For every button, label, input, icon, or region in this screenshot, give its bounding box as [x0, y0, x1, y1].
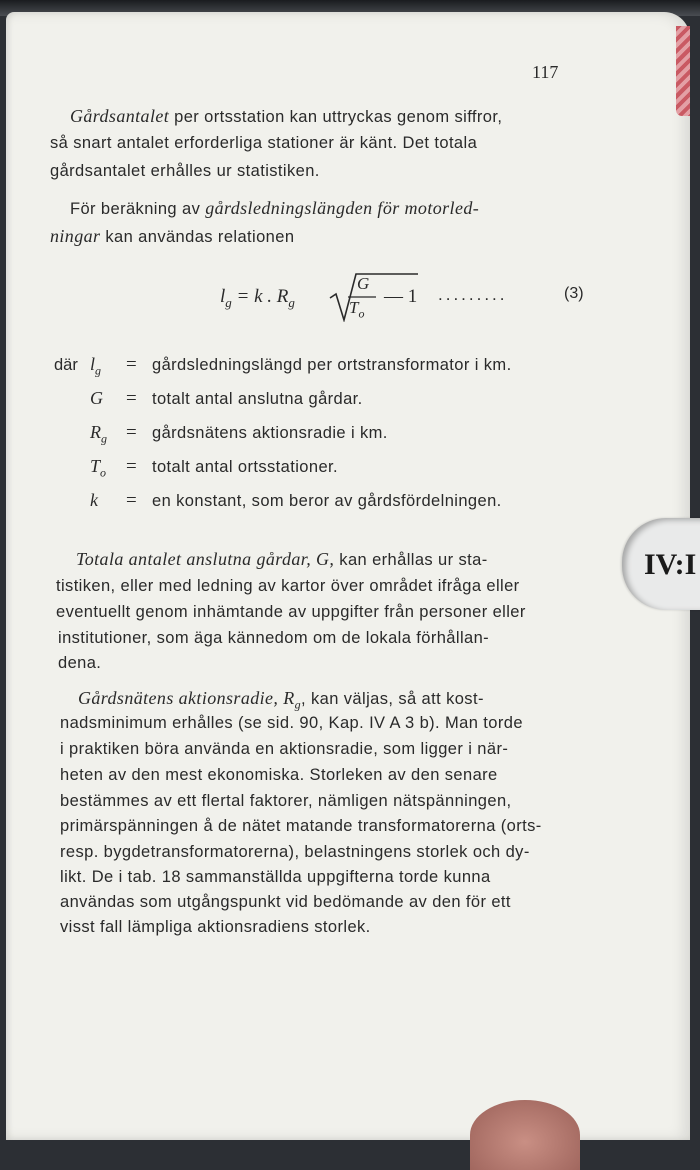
totala-lead: Totala antalet anslutna gårdar, G, — [76, 549, 335, 569]
intro-line-2: så snart antalet erforderliga stationer är känt. Det totala — [50, 134, 478, 152]
radie-line-3: i praktiken böra använda en aktionsradie, som ligger i när- — [60, 740, 509, 758]
definition-equals: = — [126, 456, 137, 477]
formula-denominator-subscript: o — [358, 306, 365, 321]
definition-row — [54, 390, 574, 414]
radie-line-1-rest: , kan väljas, så att kost- — [301, 690, 484, 708]
definition-symbol — [90, 388, 103, 413]
definition-symbol — [90, 422, 107, 447]
radie-line-4: heten av den mest ekonomiska. Storleken av den senare — [60, 766, 498, 784]
totala-line-4: institutioner, som äga kännedom om de lokala förhållan- — [58, 629, 490, 647]
definition-symbol-subscript: g — [101, 431, 107, 446]
definition-symbol-subscript: o — [100, 465, 107, 480]
definition-symbol — [90, 456, 106, 481]
definition-symbol — [90, 354, 101, 379]
book-page — [6, 12, 690, 1140]
radie-lead — [78, 688, 302, 712]
intro-line-1-rest: per ortsstation kan uttryckas genom siffror, — [169, 108, 503, 126]
definition-text: totalt antal ortsstationer. — [152, 458, 338, 476]
radie-line-1 — [78, 688, 484, 713]
formula-rhs-subscript: g — [288, 294, 295, 310]
definition-text: en konstant, som beror av gårdsfördelningen. — [152, 492, 502, 510]
definition-symbol-letter: k — [90, 490, 98, 510]
definition-text: gårdsnätens aktionsradie i km. — [152, 424, 388, 442]
radie-line-5: bestämmes av ett flertal faktorer, nämligen nätspänningen, — [60, 792, 512, 810]
totala-line-3: eventuellt genom inhämtande av uppgifter från personer eller — [56, 603, 526, 621]
red-page-corner — [676, 26, 690, 116]
definition-prefix: där — [54, 356, 78, 374]
totala-line-1-rest: kan erhållas ur sta- — [334, 551, 488, 569]
definition-symbol-letter: R — [90, 422, 101, 442]
definition-equals: = — [126, 354, 137, 375]
formula-leader-dots: ......... — [438, 285, 508, 304]
definition-equals: = — [126, 422, 137, 443]
totala-line-2: tistiken, eller med ledning av kartor över området ifråga eller — [56, 577, 520, 595]
definition-row — [54, 424, 574, 448]
radie-lead-subscript: g — [294, 697, 302, 712]
definition-symbol-subscript: g — [95, 363, 102, 378]
definition-text: gårdsledningslängd per ortstransformator i km. — [152, 356, 512, 374]
formula-denominator-symbol: T — [349, 298, 359, 317]
formula-denominator — [349, 298, 364, 321]
radie-line-9: användas som utgångspunkt vid bedömande av den för ett — [60, 893, 511, 911]
intro-line-3: gårdsantalet erhålles ur statistiken. — [50, 162, 320, 180]
definition-symbol-letter: l — [90, 354, 96, 374]
radie-line-8: likt. De i tab. 18 sammanställda uppgifterna torde kunna — [60, 868, 491, 886]
thumb-index-label: IV:I — [644, 548, 697, 581]
intro-line-1 — [70, 106, 502, 127]
calc-line-1-start: För beräkning av — [70, 200, 206, 218]
radie-line-10: visst fall lämpliga aktionsradiens storlek. — [60, 918, 371, 936]
calc-line-1-em: gårdsledningslängden för motorled- — [205, 198, 480, 218]
calc-line-2 — [50, 226, 294, 247]
formula-3 — [220, 268, 600, 328]
definition-equals: = — [126, 388, 137, 409]
page-number: 117 — [532, 62, 559, 82]
totala-line-1 — [76, 549, 488, 570]
formula-minus-one: — 1 — [384, 286, 418, 307]
formula-numerator: G — [357, 274, 370, 293]
definition-row — [54, 458, 574, 482]
calc-line-1 — [70, 198, 479, 219]
radie-line-2: nadsminimum erhålles (se sid. 90, Kap. IV A 3 b). Man torde — [60, 714, 523, 732]
radie-lead-text: Gårdsnätens aktionsradie, R — [78, 688, 295, 708]
definition-symbol-letter: G — [90, 388, 103, 408]
formula-rhs-k: = k . R — [236, 286, 289, 307]
calc-line-2-em: ningar — [50, 226, 101, 246]
calc-line-2-rest: kan användas relationen — [100, 228, 295, 246]
definition-row — [54, 356, 574, 380]
intro-lead: Gårdsantalet — [70, 106, 170, 126]
finger-holding-page — [470, 1100, 580, 1170]
formula-lhs-subscript: g — [225, 294, 232, 310]
definition-symbol-letter: T — [90, 456, 101, 476]
formula-reference: (3) — [564, 285, 584, 302]
totala-line-5: dena. — [58, 654, 102, 672]
formula-lhs-symbol: l — [220, 286, 226, 307]
definition-equals: = — [126, 490, 137, 511]
thumb-index-tab[interactable] — [622, 518, 700, 610]
definition-text: totalt antal anslutna gårdar. — [152, 390, 363, 408]
radie-line-7: resp. bygdetransformatorerna), belastningens storlek och dy- — [60, 843, 530, 861]
radie-line-6: primärspänningen å de nätet matande transformatorerna (orts- — [60, 817, 542, 835]
formula-lhs — [220, 286, 295, 311]
definition-row — [54, 492, 574, 516]
definition-symbol — [90, 490, 98, 515]
